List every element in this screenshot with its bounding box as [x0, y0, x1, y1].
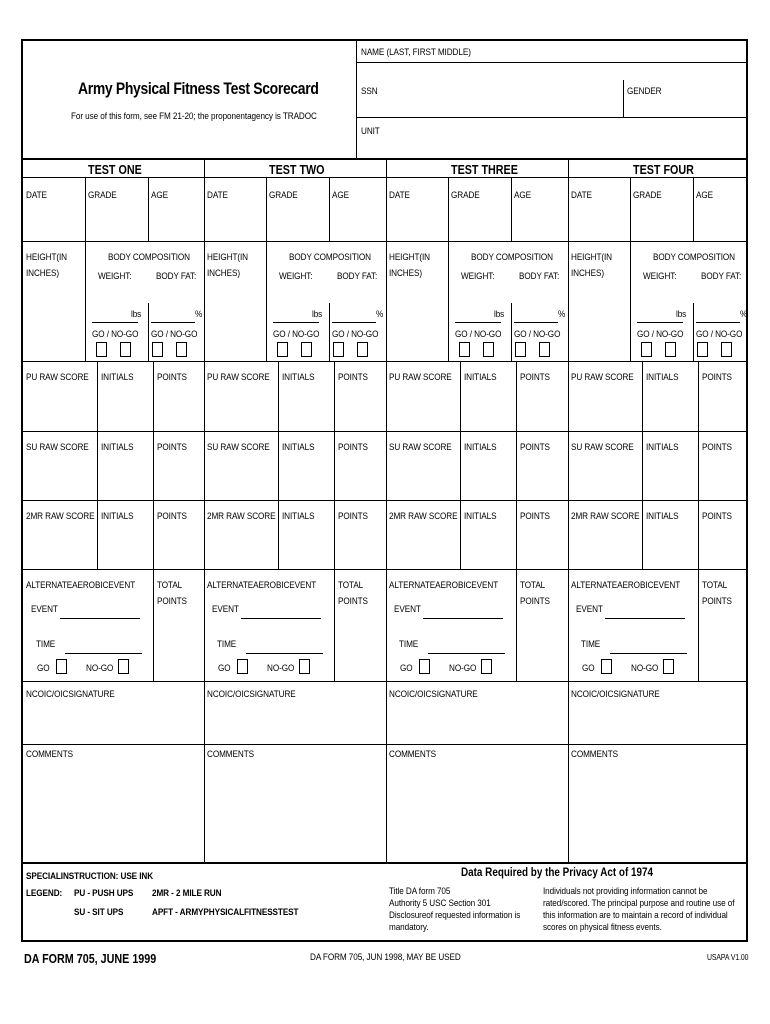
test-four-2mr-points-label: POINTS — [702, 511, 732, 522]
test-one-alt-nogo-box[interactable] — [118, 659, 129, 674]
test-one-2mr-points-label: POINTS — [157, 511, 187, 522]
test-three-pu-initials-label: INITIALS — [464, 372, 497, 383]
test-one-weight-label: WEIGHT: — [98, 271, 132, 282]
test-three-su-points-label: POINTS — [520, 442, 550, 453]
test-three-2mr-points-label: POINTS — [520, 511, 550, 522]
test-four-comments-label: COMMENTS — [571, 749, 618, 760]
test-four-weight-label: WEIGHT: — [643, 271, 677, 282]
test-four-2mr-initials-label: INITIALS — [646, 511, 679, 522]
test-one-2mr-initials-field[interactable] — [98, 524, 152, 568]
test-one-bodyfat-go-box[interactable] — [152, 342, 163, 357]
privacy-left-2: Authority 5 USC Section 301 — [389, 898, 491, 909]
test-three-su-points-field[interactable] — [517, 455, 566, 499]
test-three-lbs-unit: lbs — [494, 309, 505, 320]
test-one-2mr-points-field[interactable] — [154, 524, 203, 568]
test-one-pu-initials-field[interactable] — [98, 385, 152, 429]
test-one-lbs-unit: lbs — [131, 309, 142, 320]
test-four-pu-initials-field[interactable] — [643, 385, 697, 429]
test-three-alt-event-label: ALTERNATEAEROBICEVENT — [389, 580, 499, 591]
test-one-time-label: TIME — [36, 639, 56, 650]
test-two-su-raw-label: SU RAW SCORE — [207, 442, 270, 453]
test-four-2mr-initials-field[interactable] — [643, 524, 697, 568]
test-four-event-label: EVENT — [576, 604, 603, 615]
legend-su: SU - SIT UPS — [74, 907, 124, 918]
test-four-pu-raw-field[interactable] — [569, 385, 641, 429]
test-two-age-label: AGE — [332, 190, 349, 201]
test-two-total-points-label: POINTS — [338, 596, 368, 607]
test-three-weight-label: WEIGHT: — [461, 271, 495, 282]
test-one-no-go-label: NO-GO — [86, 663, 114, 674]
test-four-alt-go-box[interactable] — [601, 659, 612, 674]
name-label: NAME (LAST, FIRST MIDDLE) — [361, 47, 471, 58]
test-four-pu-raw-label: PU RAW SCORE — [571, 372, 634, 383]
test-four-bodyfat-go-box[interactable] — [697, 342, 708, 357]
test-three-grade-field[interactable] — [449, 202, 510, 240]
test-three-time-label: TIME — [399, 639, 419, 650]
form-subtitle: For use of this form, see FM 21-20; the proponentagency is TRADOC — [71, 111, 317, 122]
test-three-su-initials-field[interactable] — [461, 455, 515, 499]
test-three-weight-go-nogo-label: GO / NO-GO — [455, 329, 502, 340]
test-two-no-go-label: NO-GO — [267, 663, 295, 674]
legend-label: LEGEND: — [26, 888, 63, 899]
test-two-2mr-raw-label: 2MR RAW SCORE — [207, 511, 276, 522]
test-four-body-comp-label: BODY COMPOSITION — [653, 252, 736, 263]
test-two-weight-label: WEIGHT: — [279, 271, 313, 282]
test-four-bodyfat-go-nogo-label: GO / NO-GO — [696, 329, 743, 340]
legend-2mr: 2MR - 2 MILE RUN — [152, 888, 222, 899]
test-three-no-go-label: NO-GO — [449, 663, 477, 674]
privacy-act-title: Data Required by the Privacy Act of 1974 — [461, 867, 654, 879]
test-three-height-label-2: INCHES) — [389, 268, 422, 279]
test-one-event-label: EVENT — [31, 604, 58, 615]
test-one-comments-label: COMMENTS — [26, 749, 73, 760]
apft-scorecard-form — [21, 39, 748, 942]
test-two-date-label: DATE — [207, 190, 228, 201]
test-one-weight-field[interactable] — [92, 322, 138, 323]
test-one-ncoic-label: NCOIC/OICSIGNATURE — [26, 689, 115, 700]
test-one-bodyfat-field[interactable] — [151, 322, 195, 323]
test-three-height-label: HEIGHT(IN — [389, 252, 430, 263]
test-two-ncoic-label: NCOIC/OICSIGNATURE — [207, 689, 296, 700]
test-two-pct-unit: % — [376, 309, 384, 320]
test-four-su-initials-label: INITIALS — [646, 442, 679, 453]
test-one-bodyfat-go-nogo-label: GO / NO-GO — [151, 329, 198, 340]
test-four-event-field[interactable] — [605, 618, 685, 619]
legend-apft: APFT - ARMYPHYSICALFITNESSTEST — [152, 907, 299, 918]
test-four-weight-go-box[interactable] — [641, 342, 652, 357]
test-four-bodyfat-nogo-box[interactable] — [721, 342, 732, 357]
test-three-event-field[interactable] — [423, 618, 503, 619]
test-one-body-comp-label: BODY COMPOSITION — [108, 252, 191, 263]
test-two-su-points-label: POINTS — [338, 442, 368, 453]
test-two-height-label-2: INCHES) — [207, 268, 240, 279]
test-three-su-raw-field[interactable] — [387, 455, 459, 499]
test-three-ncoic-field[interactable] — [387, 701, 565, 743]
test-three-alt-go-box[interactable] — [419, 659, 430, 674]
test-two-alt-go-box[interactable] — [237, 659, 248, 674]
test-two-bodyfat-go-nogo-label: GO / NO-GO — [332, 329, 379, 340]
test-one-pu-raw-field[interactable] — [24, 385, 96, 429]
test-three-pu-points-field[interactable] — [517, 385, 566, 429]
test-four-total-label: TOTAL — [702, 580, 728, 591]
test-four-pu-points-field[interactable] — [699, 385, 748, 429]
test-one-date-field[interactable] — [24, 202, 84, 240]
test-one-comments-field[interactable] — [24, 761, 202, 861]
test-four-height-label-2: INCHES) — [571, 268, 604, 279]
test-three-pu-raw-label: PU RAW SCORE — [389, 372, 452, 383]
test-four-pu-initials-label: INITIALS — [646, 372, 679, 383]
test-one-time-field[interactable] — [65, 653, 142, 654]
test-two-age-field[interactable] — [330, 202, 384, 240]
unit-label: UNIT — [361, 126, 380, 137]
privacy-left-1: Title DA form 705 — [389, 886, 451, 897]
test-four-comments-field[interactable] — [569, 761, 747, 861]
test-two-pu-raw-field[interactable] — [205, 385, 277, 429]
test-one-su-raw-field[interactable] — [24, 455, 96, 499]
test-four-header: TEST FOUR — [633, 163, 694, 177]
test-one-pct-unit: % — [195, 309, 203, 320]
test-one-header: TEST ONE — [88, 163, 142, 177]
test-three-go-label: GO — [400, 663, 413, 674]
test-four-ncoic-field[interactable] — [569, 701, 747, 743]
test-four-alt-nogo-box[interactable] — [663, 659, 674, 674]
unit-field[interactable] — [357, 137, 748, 158]
test-three-weight-go-box[interactable] — [459, 342, 470, 357]
test-two-pu-points-label: POINTS — [338, 372, 368, 383]
gender-field[interactable] — [624, 97, 748, 117]
test-four-2mr-raw-label: 2MR RAW SCORE — [571, 511, 640, 522]
test-one-grade-label: GRADE — [88, 190, 117, 201]
test-two-weight-go-nogo-label: GO / NO-GO — [273, 329, 320, 340]
test-two-su-initials-field[interactable] — [279, 455, 333, 499]
test-three-su-raw-label: SU RAW SCORE — [389, 442, 452, 453]
test-two-time-field[interactable] — [246, 653, 323, 654]
test-four-pu-points-label: POINTS — [702, 372, 732, 383]
test-two-2mr-points-label: POINTS — [338, 511, 368, 522]
test-two-grade-label: GRADE — [269, 190, 298, 201]
test-one-pu-raw-label: PU RAW SCORE — [26, 372, 89, 383]
test-three-bodyfat-go-box[interactable] — [515, 342, 526, 357]
privacy-right-3: this information are to maintain a record of individual — [543, 910, 728, 921]
test-one-weight-go-nogo-label: GO / NO-GO — [92, 329, 139, 340]
test-one-grade-field[interactable] — [86, 202, 147, 240]
test-three-2mr-points-field[interactable] — [517, 524, 566, 568]
test-one-2mr-raw-label: 2MR RAW SCORE — [26, 511, 95, 522]
ssn-label: SSN — [361, 86, 378, 97]
test-three-comments-label: COMMENTS — [389, 749, 436, 760]
special-instruction: SPECIALINSTRUCTION: USE INK — [26, 871, 154, 882]
test-one-event-field[interactable] — [60, 618, 140, 619]
test-three-total-points-label: POINTS — [520, 596, 550, 607]
version-label: USAPA V1.00 — [707, 953, 749, 962]
test-one-su-initials-label: INITIALS — [101, 442, 134, 453]
ssn-field[interactable] — [357, 97, 622, 117]
test-four-alt-event-label: ALTERNATEAEROBICEVENT — [571, 580, 681, 591]
test-four-height-label: HEIGHT(IN — [571, 252, 612, 263]
test-three-alt-nogo-box[interactable] — [481, 659, 492, 674]
test-two-grade-field[interactable] — [267, 202, 328, 240]
test-one-alt-event-label: ALTERNATEAEROBICEVENT — [26, 580, 136, 591]
test-three-2mr-initials-field[interactable] — [461, 524, 515, 568]
test-two-body-comp-label: BODY COMPOSITION — [289, 252, 372, 263]
test-three-su-initials-label: INITIALS — [464, 442, 497, 453]
privacy-right-2: rated/scored. The principal purpose and routine use of — [543, 898, 735, 909]
privacy-right-1: Individuals not providing information cannot be — [543, 886, 708, 897]
test-two-pu-initials-field[interactable] — [279, 385, 333, 429]
test-three-2mr-raw-label: 2MR RAW SCORE — [389, 511, 458, 522]
test-three-event-label: EVENT — [394, 604, 421, 615]
test-two-header: TEST TWO — [269, 163, 325, 177]
test-four-lbs-unit: lbs — [676, 309, 687, 320]
test-one-su-points-field[interactable] — [154, 455, 203, 499]
test-one-date-label: DATE — [26, 190, 47, 201]
test-two-alt-event-label: ALTERNATEAEROBICEVENT — [207, 580, 317, 591]
test-four-date-field[interactable] — [569, 202, 629, 240]
test-one-pu-points-field[interactable] — [154, 385, 203, 429]
test-four-age-field[interactable] — [694, 202, 748, 240]
test-two-su-initials-label: INITIALS — [282, 442, 315, 453]
test-one-su-raw-label: SU RAW SCORE — [26, 442, 89, 453]
test-three-pu-raw-field[interactable] — [387, 385, 459, 429]
test-four-grade-field[interactable] — [631, 202, 692, 240]
test-one-height-label-2: INCHES) — [26, 268, 59, 279]
test-three-pu-points-label: POINTS — [520, 372, 550, 383]
form-title: Army Physical Fitness Test Scorecard — [78, 79, 319, 98]
test-one-body-fat-label: BODY FAT: — [156, 271, 197, 282]
test-two-event-field[interactable] — [241, 618, 321, 619]
test-one-pu-points-label: POINTS — [157, 372, 187, 383]
test-four-2mr-raw-field[interactable] — [569, 524, 641, 568]
test-four-su-points-label: POINTS — [702, 442, 732, 453]
test-one-height-label: HEIGHT(IN — [26, 252, 67, 263]
test-one-2mr-initials-label: INITIALS — [101, 511, 134, 522]
test-two-lbs-unit: lbs — [312, 309, 323, 320]
test-three-bodyfat-field[interactable] — [514, 322, 558, 323]
test-three-bodyfat-go-nogo-label: GO / NO-GO — [514, 329, 561, 340]
test-two-height-label: HEIGHT(IN — [207, 252, 248, 263]
test-two-2mr-raw-field[interactable] — [205, 524, 277, 568]
test-one-su-points-label: POINTS — [157, 442, 187, 453]
test-three-weight-nogo-box[interactable] — [483, 342, 494, 357]
test-one-age-label: AGE — [151, 190, 168, 201]
test-one-total-points-label: POINTS — [157, 596, 187, 607]
test-four-time-label: TIME — [581, 639, 601, 650]
test-one-weight-nogo-box[interactable] — [120, 342, 131, 357]
test-four-go-label: GO — [582, 663, 595, 674]
test-two-weight-nogo-box[interactable] — [301, 342, 312, 357]
test-one-bodyfat-nogo-box[interactable] — [176, 342, 187, 357]
test-four-total-points-label: POINTS — [702, 596, 732, 607]
test-two-body-fat-label: BODY FAT: — [337, 271, 378, 282]
test-four-weight-field[interactable] — [637, 322, 683, 323]
test-two-pu-points-field[interactable] — [335, 385, 384, 429]
gender-label: GENDER — [627, 86, 662, 97]
test-two-date-field[interactable] — [205, 202, 265, 240]
test-four-age-label: AGE — [696, 190, 713, 201]
test-two-bodyfat-field[interactable] — [332, 322, 376, 323]
test-four-time-field[interactable] — [610, 653, 687, 654]
test-three-ncoic-label: NCOIC/OICSIGNATURE — [389, 689, 478, 700]
test-three-comments-field[interactable] — [387, 761, 565, 861]
test-four-date-label: DATE — [571, 190, 592, 201]
test-two-bodyfat-nogo-box[interactable] — [357, 342, 368, 357]
test-two-su-raw-field[interactable] — [205, 455, 277, 499]
supersedes-note: DA FORM 705, JUN 1998, MAY BE USED — [310, 952, 461, 963]
legend-pu: PU - PUSH UPS — [74, 888, 134, 899]
test-one-ncoic-field[interactable] — [24, 701, 202, 743]
test-one-pu-initials-label: INITIALS — [101, 372, 134, 383]
test-four-ncoic-label: NCOIC/OICSIGNATURE — [571, 689, 660, 700]
test-two-2mr-initials-label: INITIALS — [282, 511, 315, 522]
test-three-body-fat-label: BODY FAT: — [519, 271, 560, 282]
test-four-body-fat-label: BODY FAT: — [701, 271, 742, 282]
test-three-grade-label: GRADE — [451, 190, 480, 201]
test-two-bodyfat-go-box[interactable] — [333, 342, 344, 357]
test-three-age-label: AGE — [514, 190, 531, 201]
test-four-su-initials-field[interactable] — [643, 455, 697, 499]
test-two-pu-raw-label: PU RAW SCORE — [207, 372, 270, 383]
test-three-pct-unit: % — [558, 309, 566, 320]
test-two-weight-field[interactable] — [273, 322, 319, 323]
test-two-go-label: GO — [218, 663, 231, 674]
test-four-su-points-field[interactable] — [699, 455, 748, 499]
test-one-age-field[interactable] — [149, 202, 203, 240]
test-three-header: TEST THREE — [451, 163, 518, 177]
test-three-weight-field[interactable] — [455, 322, 501, 323]
test-two-2mr-points-field[interactable] — [335, 524, 384, 568]
test-two-comments-field[interactable] — [205, 761, 383, 861]
test-four-2mr-points-field[interactable] — [699, 524, 748, 568]
test-one-weight-go-box[interactable] — [96, 342, 107, 357]
test-three-bodyfat-nogo-box[interactable] — [539, 342, 550, 357]
test-three-pu-initials-field[interactable] — [461, 385, 515, 429]
test-four-su-raw-field[interactable] — [569, 455, 641, 499]
test-three-2mr-initials-label: INITIALS — [464, 511, 497, 522]
test-two-su-points-field[interactable] — [335, 455, 384, 499]
test-two-2mr-initials-field[interactable] — [279, 524, 333, 568]
name-field[interactable] — [357, 63, 748, 80]
test-two-total-label: TOTAL — [338, 580, 364, 591]
test-three-age-field[interactable] — [512, 202, 566, 240]
test-two-alt-nogo-box[interactable] — [299, 659, 310, 674]
form-number: DA FORM 705, JUNE 1999 — [24, 952, 157, 966]
test-four-weight-go-nogo-label: GO / NO-GO — [637, 329, 684, 340]
test-three-2mr-raw-field[interactable] — [387, 524, 459, 568]
test-two-pu-initials-label: INITIALS — [282, 372, 315, 383]
test-four-no-go-label: NO-GO — [631, 663, 659, 674]
test-one-total-label: TOTAL — [157, 580, 183, 591]
test-one-alt-go-box[interactable] — [56, 659, 67, 674]
test-four-bodyfat-field[interactable] — [696, 322, 740, 323]
test-two-event-label: EVENT — [212, 604, 239, 615]
test-two-weight-go-box[interactable] — [277, 342, 288, 357]
test-three-body-comp-label: BODY COMPOSITION — [471, 252, 554, 263]
test-one-go-label: GO — [37, 663, 50, 674]
privacy-left-3: Disclosureof requested information is — [389, 910, 521, 921]
test-four-su-raw-label: SU RAW SCORE — [571, 442, 634, 453]
privacy-right-4: scores on physical fitness events. — [543, 922, 662, 933]
test-two-time-label: TIME — [217, 639, 237, 650]
test-three-date-field[interactable] — [387, 202, 447, 240]
test-four-grade-label: GRADE — [633, 190, 662, 201]
test-four-weight-nogo-box[interactable] — [665, 342, 676, 357]
test-three-total-label: TOTAL — [520, 580, 546, 591]
test-one-su-initials-field[interactable] — [98, 455, 152, 499]
test-three-date-label: DATE — [389, 190, 410, 201]
test-two-comments-label: COMMENTS — [207, 749, 254, 760]
test-four-pct-unit: % — [740, 309, 748, 320]
privacy-left-4: mandatory. — [389, 922, 429, 933]
test-three-time-field[interactable] — [428, 653, 505, 654]
test-two-ncoic-field[interactable] — [205, 701, 383, 743]
test-one-2mr-raw-field[interactable] — [24, 524, 96, 568]
